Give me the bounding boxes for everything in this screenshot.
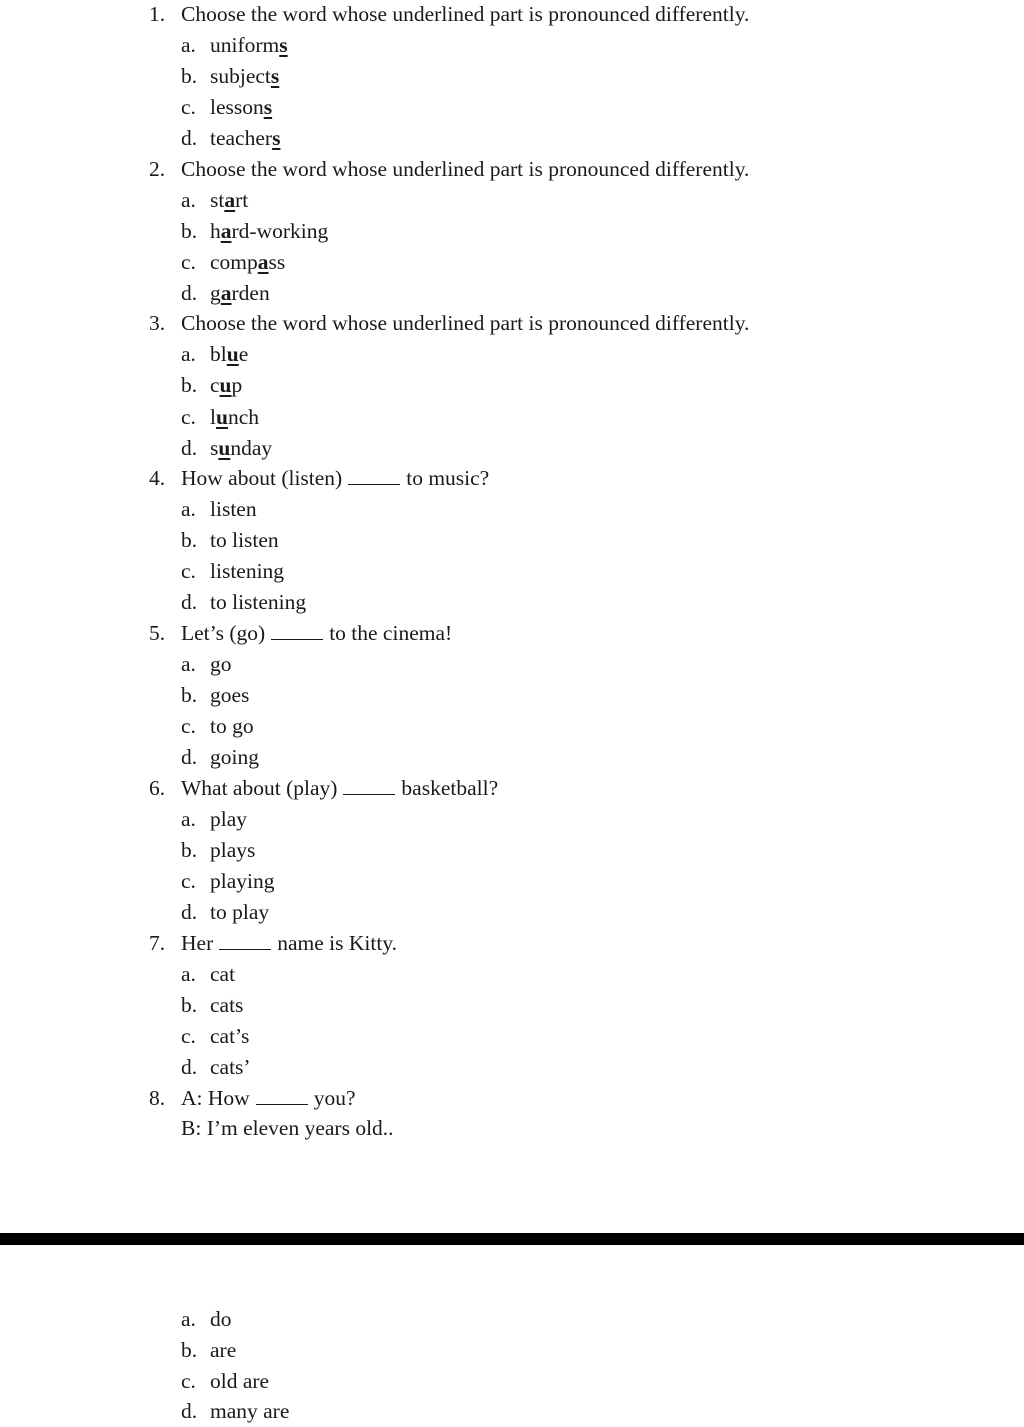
option-text: cat’s [210, 1024, 250, 1048]
underlined-part: u [219, 373, 232, 397]
option-label: c. [181, 559, 196, 583]
underlined-part: u [215, 405, 228, 429]
option-label: d. [181, 436, 198, 460]
option-text: cats’ [210, 1055, 251, 1079]
option-label: d. [181, 590, 198, 614]
page-divider [0, 1233, 1024, 1245]
option-text: to go [210, 714, 254, 738]
option-label: a. [181, 188, 196, 212]
option-label: c. [181, 1024, 196, 1048]
question-text: Let’s (go) to the cinema! [181, 621, 453, 645]
option-label: c. [181, 1369, 196, 1393]
option-label: a. [181, 807, 196, 831]
question-text: Choose the word whose underlined part is pronounced differently. [181, 311, 750, 335]
question-text: How about (listen) to music? [181, 466, 490, 490]
option-text: cup [210, 373, 243, 397]
question-number: 7. [149, 931, 166, 955]
option-text: goes [210, 683, 250, 707]
option-text: lunch [210, 405, 259, 429]
option-label: c. [181, 405, 196, 429]
option-text: cats [210, 993, 244, 1017]
underlined-part: s [272, 126, 281, 150]
underlined-part: s [263, 95, 273, 119]
option-text: are [210, 1338, 237, 1362]
option-text: plays [210, 838, 256, 862]
option-label: a. [181, 342, 196, 366]
option-label: d. [181, 1399, 198, 1423]
option-text: playing [210, 869, 275, 893]
option-text: lessons [210, 95, 273, 119]
underlined-part: a [220, 219, 232, 243]
answer-blank [343, 793, 395, 795]
option-label: d. [181, 281, 198, 305]
option-text: many are [210, 1399, 290, 1423]
option-label: c. [181, 250, 196, 274]
option-text: hard-working [210, 219, 329, 243]
question-number: 6. [149, 776, 166, 800]
option-label: d. [181, 1055, 198, 1079]
option-label: b. [181, 1338, 198, 1362]
option-text: compass [210, 250, 286, 274]
question-number: 4. [149, 466, 166, 490]
option-label: c. [181, 714, 196, 738]
answer-blank [271, 638, 323, 640]
option-label: a. [181, 1307, 196, 1331]
option-text: blue [210, 342, 249, 366]
option-label: b. [181, 64, 198, 88]
answer-blank [348, 483, 400, 485]
underlined-part: a [220, 281, 232, 305]
option-label: d. [181, 126, 198, 150]
question-number: 1. [149, 2, 166, 26]
option-label: b. [181, 219, 198, 243]
option-text: going [210, 745, 259, 769]
option-label: b. [181, 683, 198, 707]
option-label: b. [181, 993, 198, 1017]
option-label: a. [181, 962, 196, 986]
option-label: c. [181, 869, 196, 893]
option-text: start [210, 188, 249, 212]
underlined-part: s [279, 33, 288, 57]
option-text: cat [210, 962, 236, 986]
option-label: c. [181, 95, 196, 119]
question-text: A: How you? [181, 1086, 356, 1110]
question-reply: B: I’m eleven years old.. [181, 1116, 394, 1140]
option-label: a. [181, 497, 196, 521]
question-number: 5. [149, 621, 166, 645]
answer-blank [219, 948, 271, 950]
option-label: d. [181, 745, 198, 769]
option-text: sunday [210, 436, 273, 460]
option-label: b. [181, 528, 198, 552]
underlined-part: a [257, 250, 269, 274]
question-text: Choose the word whose underlined part is pronounced differently. [181, 157, 750, 181]
option-text: uniforms [210, 33, 288, 57]
question-number: 3. [149, 311, 166, 335]
option-text: to play [210, 900, 270, 924]
option-label: a. [181, 652, 196, 676]
option-text: garden [210, 281, 270, 305]
option-label: b. [181, 838, 198, 862]
option-text: listen [210, 497, 257, 521]
underlined-part: a [224, 188, 236, 212]
option-text: listening [210, 559, 285, 583]
question-text: Her name is Kitty. [181, 931, 398, 955]
underlined-part: s [270, 64, 280, 88]
underlined-part: u [218, 436, 231, 460]
option-text: to listening [210, 590, 307, 614]
option-label: d. [181, 900, 198, 924]
answer-blank [256, 1103, 308, 1105]
question-text: Choose the word whose underlined part is pronounced differently. [181, 2, 750, 26]
option-label: a. [181, 33, 196, 57]
underlined-part: u [226, 342, 239, 366]
option-text: do [210, 1307, 232, 1331]
option-text: subjects [210, 64, 280, 88]
question-number: 2. [149, 157, 166, 181]
option-text: old are [210, 1369, 270, 1393]
option-text: go [210, 652, 232, 676]
option-text: play [210, 807, 248, 831]
question-text: What about (play) basketball? [181, 776, 499, 800]
question-number: 8. [149, 1086, 166, 1110]
option-label: b. [181, 373, 198, 397]
option-text: teachers [210, 126, 281, 150]
option-text: to listen [210, 528, 279, 552]
